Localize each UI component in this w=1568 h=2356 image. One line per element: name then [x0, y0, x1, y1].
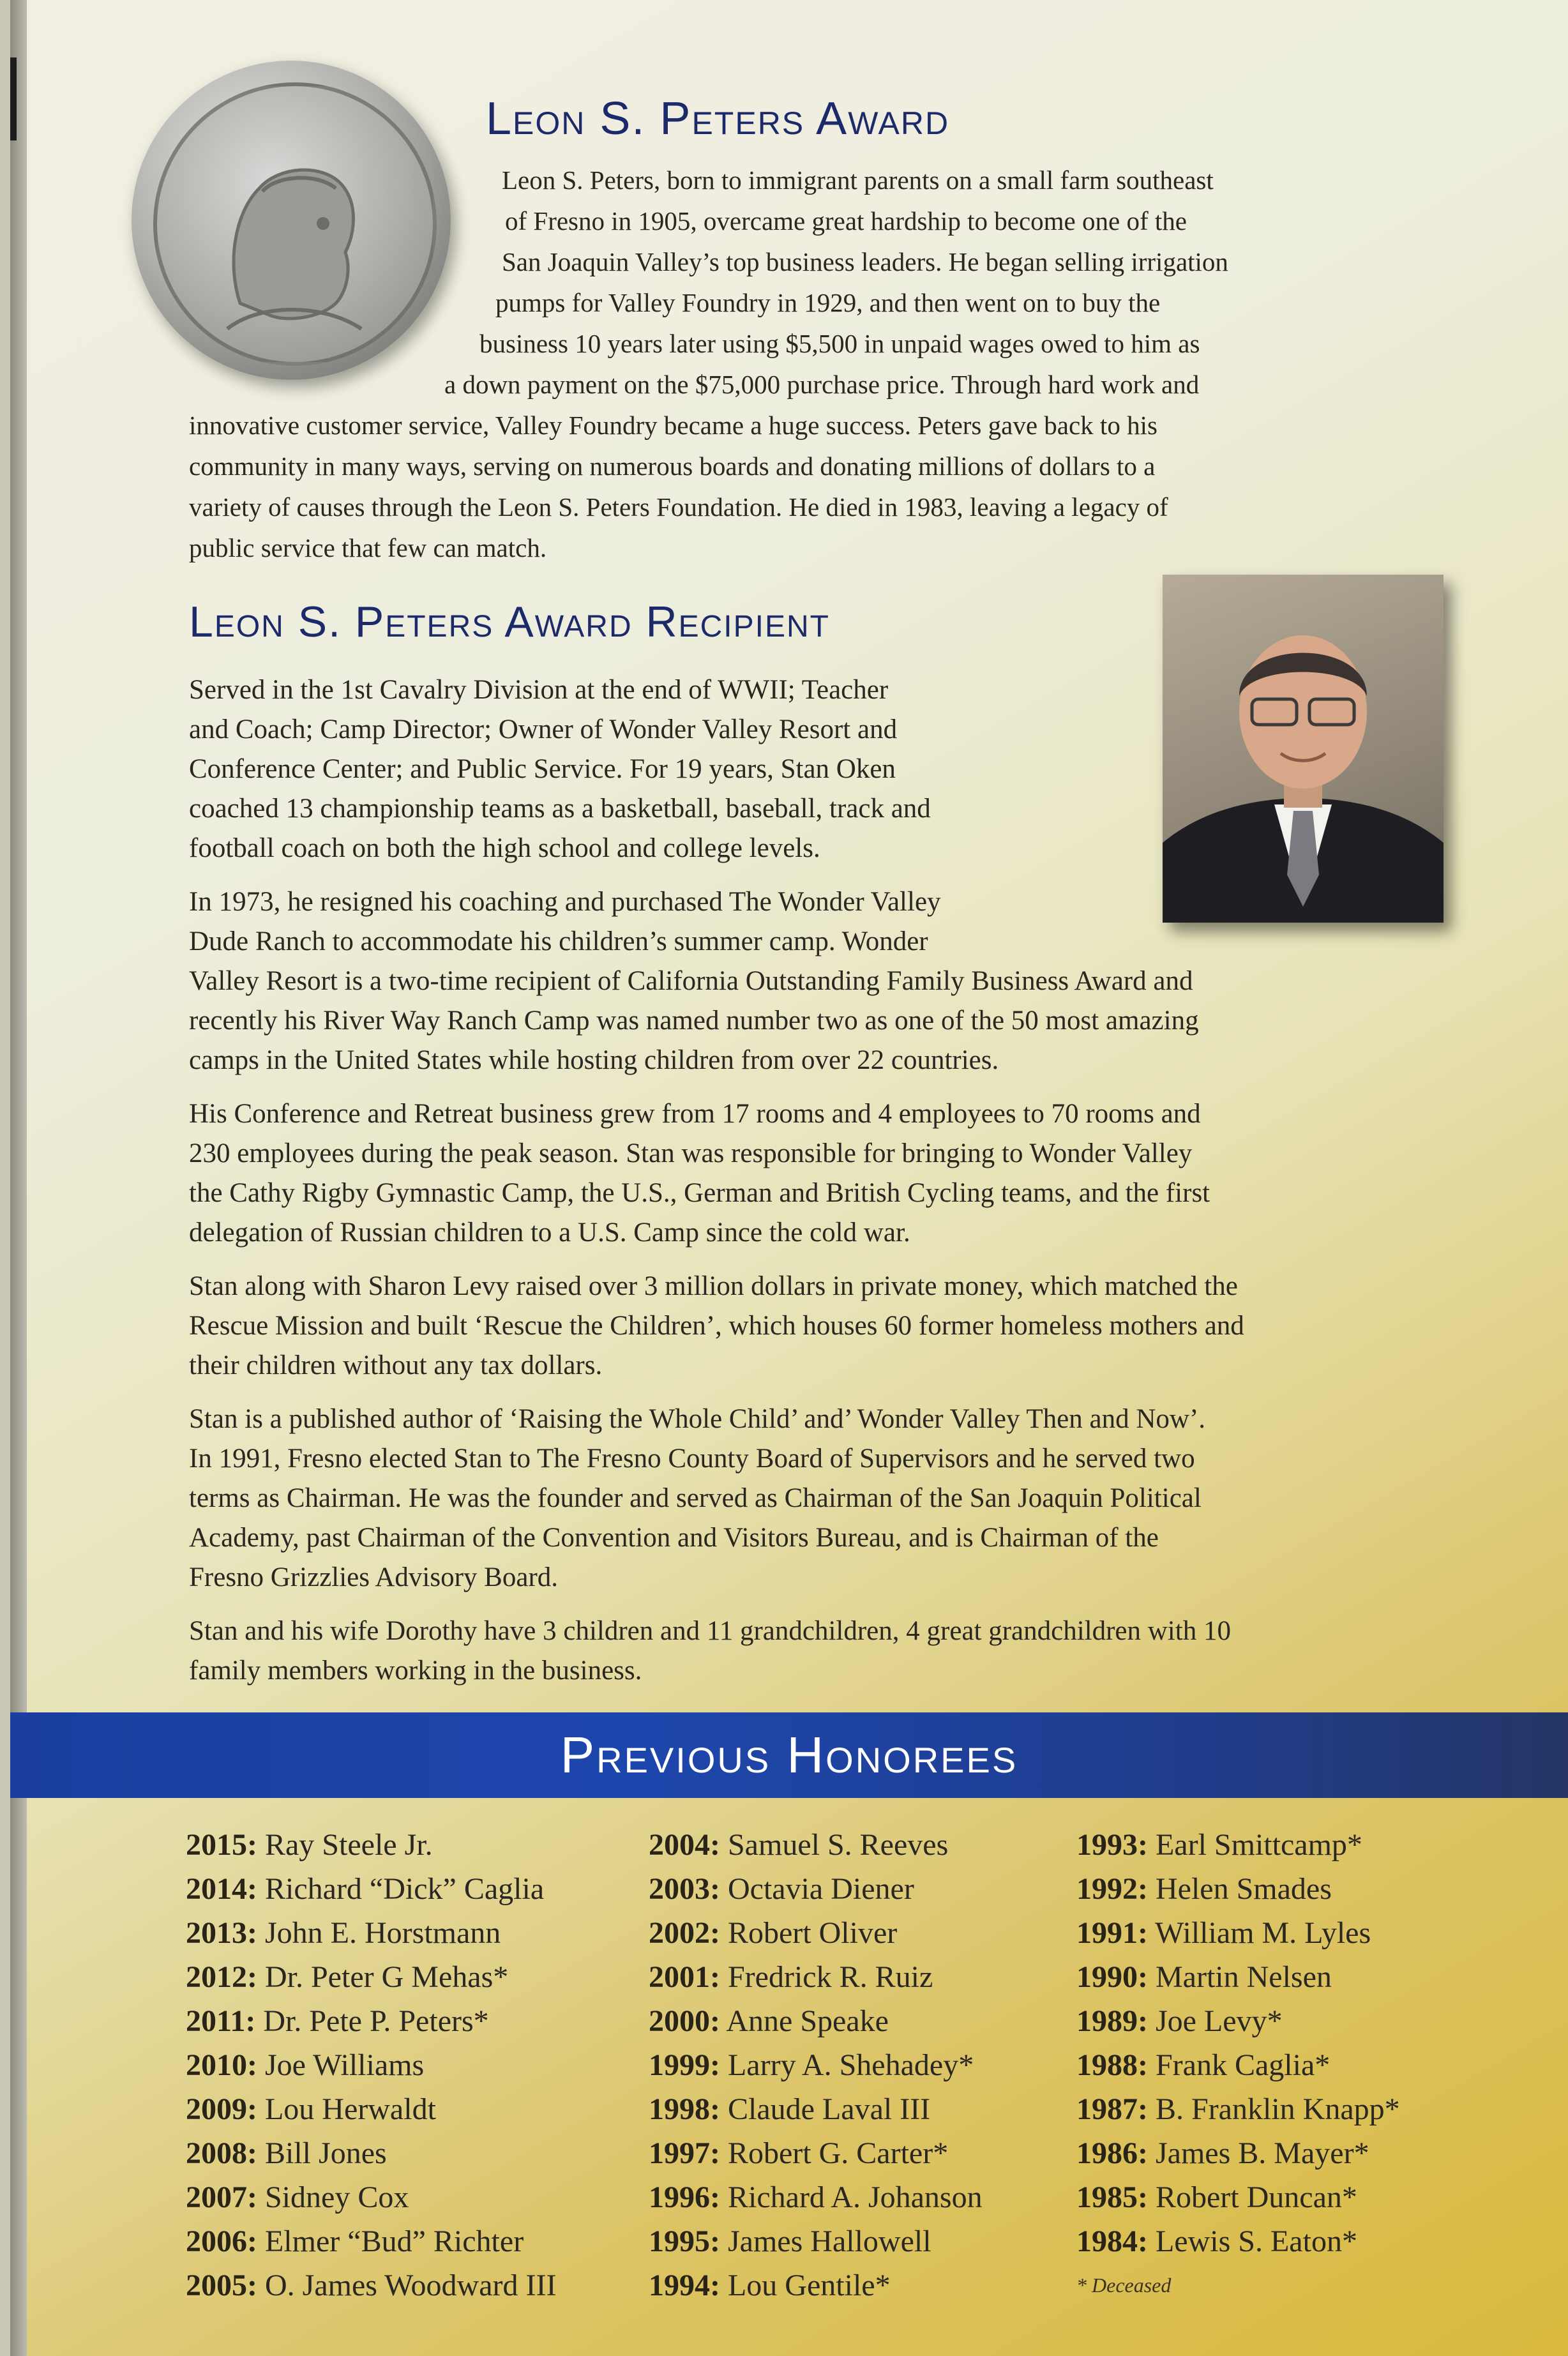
bio-line: Leon S. Peters, born to immigrant parents on a small farm southeast	[502, 165, 1214, 195]
honoree-row	[649, 2219, 983, 2263]
body-line: and Coach; Camp Director; Owner of Wonder Valley Resort and	[189, 714, 898, 744]
honoree-row	[649, 2263, 983, 2307]
honoree-year: 1989:	[1076, 2004, 1148, 2038]
honoree-row	[1076, 1999, 1400, 2043]
honoree-year: 1996:	[649, 2180, 720, 2214]
body-line: 230 employees during the peak season. Stan was responsible for bringing to Wonder Valley	[189, 1138, 1193, 1168]
body-line: Dude Ranch to accommodate his children’s summer camp. Wonder	[189, 926, 928, 956]
honoree-year: 2014:	[186, 1872, 257, 1906]
honoree-row	[186, 1867, 556, 1911]
body-line: delegation of Russian children to a U.S. Camp since the cold war.	[189, 1218, 910, 1248]
honoree-row	[186, 1911, 556, 1955]
honoree-name: Robert Oliver	[727, 1916, 898, 1950]
honoree-year: 2008:	[186, 2136, 257, 2170]
honoree-name: Earl Smittcamp*	[1155, 1828, 1362, 1862]
honoree-row	[186, 1823, 556, 1867]
honoree-name: Octavia Diener	[727, 1872, 914, 1906]
recipient-paragraph	[189, 1094, 1459, 1253]
honoree-year: 1990:	[1076, 1960, 1148, 1994]
honorees-column	[1076, 1823, 1400, 2307]
honoree-row	[186, 1955, 556, 1999]
body-line: Stan and his wife Dorothy have 3 children and 11 grandchildren, 4 great grandchildren with 10	[189, 1616, 1231, 1646]
honoree-row	[186, 2219, 556, 2263]
honoree-row	[186, 2263, 556, 2307]
brochure-page	[10, 0, 1568, 2356]
honoree-year: 2015:	[186, 1828, 257, 1862]
bio-line: of Fresno in 1905, overcame great hardship to become one of the	[505, 206, 1187, 236]
body-line: their children without any tax dollars.	[189, 1350, 603, 1380]
honoree-name: William M. Lyles	[1155, 1916, 1371, 1950]
honoree-name: Ray Steele Jr.	[264, 1828, 433, 1862]
honoree-year: 1986:	[1076, 2136, 1148, 2170]
honoree-row	[649, 2087, 983, 2131]
honoree-name: B. Franklin Knapp*	[1155, 2092, 1400, 2126]
honoree-name: Larry A. Shehadey*	[727, 2048, 974, 2082]
body-line: Fresno Grizzlies Advisory Board.	[189, 1562, 559, 1592]
honorees-column	[186, 1823, 556, 2307]
bio-line: public service that few can match.	[189, 533, 547, 563]
honoree-row	[649, 2043, 983, 2087]
bio-line: variety of causes through the Leon S. Peters Foundation. He died in 1983, leaving a legacy of	[189, 492, 1168, 522]
body-line: football coach on both the high school and college levels.	[189, 833, 820, 863]
honoree-name: Richard “Dick” Caglia	[264, 1872, 545, 1906]
body-line: Served in the 1st Cavalry Division at the end of WWII; Teacher	[189, 675, 889, 705]
body-line: His Conference and Retreat business grew from 17 rooms and 4 employees to 70 rooms and	[189, 1099, 1201, 1129]
honoree-name: Helen Smades	[1155, 1872, 1332, 1906]
deceased-footnote: * Deceased	[1076, 2274, 1172, 2297]
honoree-year: 1994:	[649, 2269, 720, 2302]
medal-relief	[132, 61, 451, 380]
honoree-year: 1999:	[649, 2048, 720, 2082]
honoree-year: 2001:	[649, 1960, 720, 1994]
honoree-name: Robert G. Carter*	[727, 2136, 949, 2170]
bio-line: a down payment on the $75,000 purchase price. Through hard work and	[444, 370, 1200, 399]
honoree-name: Robert Duncan*	[1155, 2180, 1357, 2214]
honoree-row	[1076, 2219, 1400, 2263]
body-line: In 1991, Fresno elected Stan to The Fresno County Board of Supervisors and he served two	[189, 1444, 1195, 1474]
recipient-paragraph	[189, 882, 1459, 1080]
honoree-year: 2011:	[186, 2004, 256, 2038]
honoree-year: 1998:	[649, 2092, 720, 2126]
honoree-name: Lou Herwaldt	[264, 2092, 436, 2126]
body-line: Stan is a published author of ‘Raising the Whole Child’ and’ Wonder Valley Then and Now’.	[189, 1404, 1206, 1434]
honoree-row	[1076, 1955, 1400, 1999]
honoree-name: Bill Jones	[264, 2136, 387, 2170]
honoree-year: 1992:	[1076, 1872, 1148, 1906]
body-line: Rescue Mission and built ‘Rescue the Children’, which houses 60 former homeless mothers and	[189, 1311, 1244, 1341]
honoree-name: Sidney Cox	[264, 2180, 409, 2214]
recipient-paragraph	[189, 1612, 1459, 1691]
honoree-row	[1076, 1911, 1400, 1955]
honoree-row	[1076, 2043, 1400, 2087]
honoree-row	[1076, 1867, 1400, 1911]
honoree-row	[186, 1999, 556, 2043]
honoree-year: 1993:	[1076, 1828, 1148, 1862]
recipient-body	[189, 670, 1459, 1705]
honoree-year: 2012:	[186, 1960, 257, 1994]
honoree-year: 2000:	[649, 2004, 720, 2038]
honoree-year: 2013:	[186, 1916, 257, 1950]
honoree-name: Lewis S. Eaton*	[1155, 2224, 1357, 2258]
honoree-row	[649, 1955, 983, 1999]
honoree-year: 2007:	[186, 2180, 257, 2214]
body-line: Stan along with Sharon Levy raised over 3 million dollars in private money, which matched the	[189, 1271, 1238, 1301]
bio-line: pumps for Valley Foundry in 1929, and then went on to buy the	[495, 288, 1161, 317]
body-line: coached 13 championship teams as a basketball, baseball, track and	[189, 794, 931, 824]
honoree-year: 2005:	[186, 2269, 257, 2302]
honoree-year: 1984:	[1076, 2224, 1148, 2258]
honoree-name: Anne Speake	[726, 2004, 889, 2038]
body-line: Conference Center; and Public Service. For 19 years, Stan Oken	[189, 754, 896, 784]
honoree-row	[649, 2175, 983, 2219]
honoree-name: Frank Caglia*	[1155, 2048, 1331, 2082]
bio-line: business 10 years later using $5,500 in unpaid wages owed to him as	[479, 329, 1200, 358]
spine-mark	[10, 57, 17, 140]
bio-line: community in many ways, serving on numerous boards and donating millions of dollars to a	[189, 451, 1156, 481]
award-title: Leon S. Peters Award	[486, 93, 950, 144]
honoree-name: Elmer “Bud” Richter	[264, 2224, 524, 2258]
bio-line: innovative customer service, Valley Foundry became a huge success. Peters gave back to his	[189, 411, 1157, 440]
honoree-name: Dr. Peter G Mehas*	[264, 1960, 509, 1994]
honoree-year: 2009:	[186, 2092, 257, 2126]
honoree-row	[649, 1867, 983, 1911]
honoree-name: Fredrick R. Ruiz	[727, 1960, 933, 1994]
honoree-name: Dr. Pete P. Peters*	[263, 2004, 489, 2038]
honoree-row	[649, 1911, 983, 1955]
medal-portrait-icon	[132, 61, 451, 380]
previous-honorees-banner: Previous Honorees	[10, 1712, 1568, 1798]
honoree-year: 1995:	[649, 2224, 720, 2258]
honoree-year: 1988:	[1076, 2048, 1148, 2082]
honorees-column	[649, 1823, 983, 2307]
honoree-name: James B. Mayer*	[1155, 2136, 1369, 2170]
honoree-row	[186, 2131, 556, 2175]
award-bio	[189, 160, 1444, 568]
honoree-year: 1985:	[1076, 2180, 1148, 2214]
honoree-row	[649, 1999, 983, 2043]
recipient-paragraph	[189, 1400, 1459, 1597]
honoree-row	[1076, 2175, 1400, 2219]
honoree-year: 2006:	[186, 2224, 257, 2258]
honoree-row	[649, 1823, 983, 1867]
honoree-row	[1076, 1823, 1400, 1867]
honoree-row	[186, 2043, 556, 2087]
honoree-year: 1991:	[1076, 1916, 1148, 1950]
honoree-row	[1076, 2131, 1400, 2175]
body-line: Valley Resort is a two-time recipient of California Outstanding Family Business Award and	[189, 966, 1193, 996]
honoree-name: James Hallowell	[727, 2224, 931, 2258]
honoree-name: Joe Williams	[264, 2048, 425, 2082]
honoree-year: 1997:	[649, 2136, 720, 2170]
honoree-year: 2004:	[649, 1828, 720, 1862]
honoree-year: 2010:	[186, 2048, 257, 2082]
honoree-row	[649, 2131, 983, 2175]
honoree-name: Claude Laval III	[727, 2092, 931, 2126]
recipient-paragraph	[189, 1267, 1459, 1386]
recipient-title: Leon S. Peters Award Recipient	[189, 598, 830, 646]
honoree-name: Martin Nelsen	[1155, 1960, 1332, 1994]
honoree-year: 2003:	[649, 1872, 720, 1906]
honoree-name: Joe Levy*	[1155, 2004, 1283, 2038]
body-line: the Cathy Rigby Gymnastic Camp, the U.S., German and British Cycling teams, and the first	[189, 1178, 1210, 1208]
honoree-name: Richard A. Johanson	[727, 2180, 983, 2214]
honoree-year: 2002:	[649, 1916, 720, 1950]
body-line: Academy, past Chairman of the Convention and Visitors Bureau, and is Chairman of the	[189, 1523, 1159, 1553]
honoree-row	[186, 2087, 556, 2131]
honoree-row	[186, 2175, 556, 2219]
body-line: family members working in the business.	[189, 1656, 642, 1686]
body-line: In 1973, he resigned his coaching and purchased The Wonder Valley	[189, 887, 941, 917]
body-line: terms as Chairman. He was the founder and served as Chairman of the San Joaquin Political	[189, 1483, 1202, 1513]
honoree-year: 1987:	[1076, 2092, 1148, 2126]
body-line: camps in the United States while hosting children from over 22 countries.	[189, 1045, 999, 1075]
honoree-name: John E. Horstmann	[264, 1916, 501, 1950]
honoree-row	[1076, 2087, 1400, 2131]
body-line: recently his River Way Ranch Camp was named number two as one of the 50 most amazing	[189, 1006, 1199, 1036]
page-spine	[10, 0, 27, 2356]
honoree-name: O. James Woodward III	[264, 2269, 557, 2302]
recipient-paragraph	[189, 670, 1108, 868]
honoree-name: Lou Gentile*	[727, 2269, 891, 2302]
bio-line: San Joaquin Valley’s top business leaders. He began selling irrigation	[502, 247, 1228, 276]
honoree-name: Samuel S. Reeves	[727, 1828, 949, 1862]
